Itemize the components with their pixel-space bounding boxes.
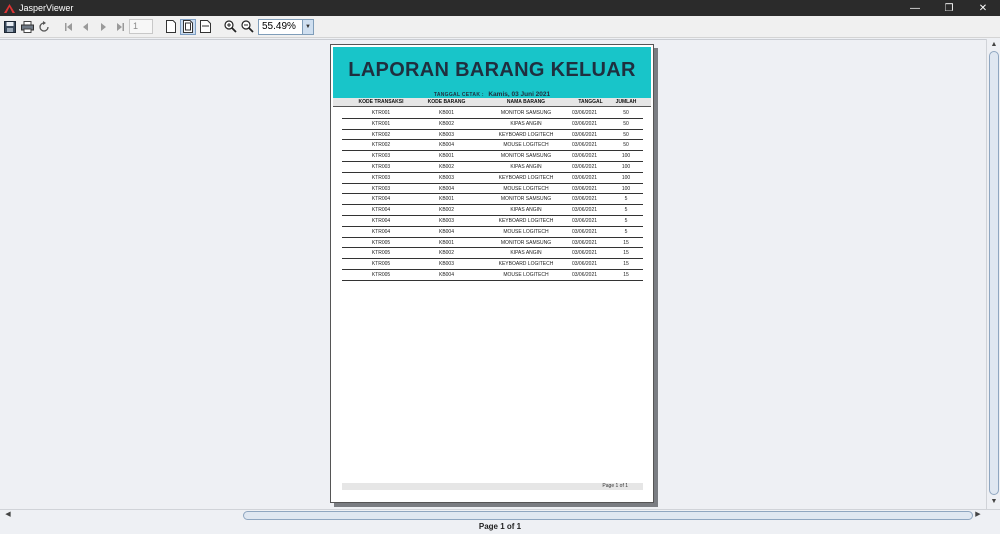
- cell-jumlah: 15: [623, 271, 629, 278]
- cell-kode-transaksi: KTR005: [371, 239, 391, 246]
- table-row: [342, 151, 643, 162]
- print-date-value: Kamis, 03 Juni 2021: [488, 91, 551, 98]
- jasper-logo-icon: [2, 1, 16, 15]
- cell-kode-transaksi: KTR002: [371, 131, 391, 138]
- cell-kode-barang: KB002: [438, 163, 454, 170]
- cell-kode-transaksi: KTR004: [371, 228, 391, 235]
- cell-jumlah: 5: [624, 207, 628, 214]
- cell-tanggal: 03/06/2021: [571, 239, 598, 246]
- zoom-select[interactable]: [258, 19, 314, 35]
- cell-nama-barang: MOUSE LOGITECH: [503, 142, 549, 149]
- cell-kode-barang: KB004: [438, 142, 454, 149]
- maximize-button[interactable]: ❐: [944, 2, 954, 14]
- fit-width-icon[interactable]: [197, 19, 213, 35]
- cell-nama-barang: KIPAS ANGIN: [510, 163, 542, 170]
- minimize-button[interactable]: —: [910, 2, 920, 14]
- cell-jumlah: 15: [623, 239, 629, 246]
- cell-kode-barang: KB002: [438, 120, 454, 127]
- cell-kode-barang: KB001: [438, 153, 454, 160]
- horizontal-scroll-thumb[interactable]: [243, 511, 973, 520]
- vertical-scrollbar[interactable]: [986, 39, 1000, 509]
- table-row: [342, 205, 643, 216]
- table-row: [342, 140, 643, 151]
- cell-tanggal: 03/06/2021: [571, 174, 598, 181]
- cell-kode-transaksi: KTR004: [371, 217, 391, 224]
- cell-tanggal: 03/06/2021: [571, 217, 598, 224]
- column-header-kode-barang: KODE BARANG: [427, 99, 466, 105]
- cell-kode-transaksi: KTR003: [371, 185, 391, 192]
- cell-nama-barang: MOUSE LOGITECH: [503, 271, 549, 278]
- cell-tanggal: 03/06/2021: [571, 185, 598, 192]
- scroll-right-icon[interactable]: ▶: [975, 511, 981, 518]
- cell-kode-transaksi: KTR003: [371, 163, 391, 170]
- cell-kode-transaksi: KTR003: [371, 174, 391, 181]
- cell-kode-barang: KB002: [438, 207, 454, 214]
- save-icon[interactable]: [2, 19, 18, 35]
- table-row: [342, 194, 643, 205]
- cell-tanggal: 03/06/2021: [571, 271, 598, 278]
- cell-kode-transaksi: KTR005: [371, 250, 391, 257]
- cell-nama-barang: KEYBOARD LOGITECH: [498, 217, 554, 224]
- cell-kode-barang: KB003: [438, 174, 454, 181]
- column-header-jumlah: JUMLAH: [615, 99, 637, 105]
- zoom-out-icon[interactable]: [239, 19, 255, 35]
- fit-page-icon[interactable]: [180, 19, 196, 35]
- cell-tanggal: 03/06/2021: [571, 250, 598, 257]
- cell-jumlah: 15: [623, 250, 629, 257]
- cell-nama-barang: MOUSE LOGITECH: [503, 228, 549, 235]
- horizontal-scrollbar[interactable]: [0, 509, 1000, 520]
- cell-jumlah: 100: [621, 153, 631, 160]
- cell-nama-barang: KIPAS ANGIN: [510, 250, 542, 257]
- last-page-icon[interactable]: [112, 19, 128, 35]
- report-title: LAPORAN BARANG KELUAR: [348, 59, 636, 81]
- scroll-down-icon[interactable]: ▼: [990, 498, 998, 505]
- cell-kode-barang: KB001: [438, 239, 454, 246]
- cell-nama-barang: KIPAS ANGIN: [510, 120, 542, 127]
- cell-tanggal: 03/06/2021: [571, 207, 598, 214]
- chevron-down-icon[interactable]: ▼: [302, 20, 313, 34]
- table-row: [342, 184, 643, 195]
- table-row: [342, 227, 643, 238]
- cell-tanggal: 03/06/2021: [571, 142, 598, 149]
- cell-jumlah: 50: [623, 110, 629, 116]
- cell-kode-barang: KB004: [438, 228, 454, 235]
- cell-tanggal: 03/06/2021: [571, 110, 598, 116]
- cell-jumlah: 15: [623, 261, 629, 268]
- actual-size-icon[interactable]: [163, 19, 179, 35]
- zoom-value: 55.49%: [262, 21, 296, 32]
- table-row: [342, 248, 643, 259]
- cell-kode-transaksi: KTR005: [371, 271, 391, 278]
- previous-page-icon[interactable]: [78, 19, 94, 35]
- cell-kode-transaksi: KTR004: [371, 196, 391, 203]
- column-header-tanggal: TANGGAL: [578, 99, 603, 105]
- cell-nama-barang: MONITOR SAMSUNG: [500, 196, 552, 203]
- cell-jumlah: 50: [623, 120, 629, 127]
- cell-kode-transaksi: KTR001: [371, 110, 391, 116]
- cell-jumlah: 5: [624, 228, 628, 235]
- table-row: [342, 270, 643, 281]
- scroll-up-icon[interactable]: ▲: [990, 41, 998, 48]
- cell-tanggal: 03/06/2021: [571, 261, 598, 268]
- cell-kode-transaksi: KTR003: [371, 153, 391, 160]
- cell-jumlah: 100: [621, 163, 631, 170]
- cell-jumlah: 100: [621, 174, 631, 181]
- cell-kode-transaksi: KTR001: [371, 120, 391, 127]
- page-number-input[interactable]: 1: [129, 19, 153, 34]
- page-footer: [342, 483, 643, 490]
- cell-kode-barang: KB001: [438, 196, 454, 203]
- cell-nama-barang: MONITOR SAMSUNG: [500, 110, 552, 116]
- cell-jumlah: 50: [623, 131, 629, 138]
- cell-nama-barang: MOUSE LOGITECH: [503, 185, 549, 192]
- page-footer-text: Page 1 of 1: [602, 483, 628, 489]
- cell-kode-transaksi: KTR004: [371, 207, 391, 214]
- print-date-label: TANGGAL CETAK :: [433, 92, 484, 98]
- table-row: [342, 173, 643, 184]
- cell-tanggal: 03/06/2021: [571, 153, 598, 160]
- cell-kode-transaksi: KTR002: [371, 142, 391, 149]
- cell-jumlah: 50: [623, 142, 629, 149]
- cell-nama-barang: KEYBOARD LOGITECH: [498, 131, 554, 138]
- cell-kode-barang: KB003: [438, 131, 454, 138]
- table-row: [342, 130, 643, 141]
- next-page-icon[interactable]: [95, 19, 111, 35]
- table-row: [342, 108, 643, 119]
- vertical-scroll-thumb[interactable]: [989, 51, 999, 495]
- cell-jumlah: 5: [624, 217, 628, 224]
- window-controls: [898, 0, 1000, 16]
- window-titlebar: [0, 0, 1000, 16]
- cell-kode-barang: KB004: [438, 271, 454, 278]
- cell-kode-barang: KB001: [438, 110, 454, 116]
- first-page-icon[interactable]: [61, 19, 77, 35]
- cell-jumlah: 100: [621, 185, 631, 192]
- cell-nama-barang: KEYBOARD LOGITECH: [498, 261, 554, 268]
- column-header-nama-barang: NAMA BARANG: [506, 99, 546, 105]
- cell-nama-barang: MONITOR SAMSUNG: [500, 239, 552, 246]
- status-page-info: Page 1 of 1: [0, 520, 1000, 533]
- table-row: [342, 238, 643, 249]
- cell-kode-transaksi: KTR005: [371, 261, 391, 268]
- column-header: [333, 98, 651, 107]
- report-title-band: [333, 47, 651, 99]
- cell-nama-barang: MONITOR SAMSUNG: [500, 153, 552, 160]
- cell-nama-barang: KEYBOARD LOGITECH: [498, 174, 554, 181]
- viewer-toolbar: [0, 16, 1000, 38]
- table-row: [342, 216, 643, 227]
- zoom-in-icon[interactable]: [222, 19, 238, 35]
- cell-nama-barang: KIPAS ANGIN: [510, 207, 542, 214]
- scroll-left-icon[interactable]: ◀: [5, 511, 11, 518]
- cell-kode-barang: KB003: [438, 261, 454, 268]
- cell-kode-barang: KB003: [438, 217, 454, 224]
- table-row: [342, 259, 643, 270]
- print-icon[interactable]: [19, 19, 35, 35]
- window-title: JasperViewer: [19, 3, 74, 13]
- reload-icon[interactable]: [36, 19, 52, 35]
- cell-tanggal: 03/06/2021: [571, 196, 598, 203]
- report-rows: [342, 108, 643, 281]
- cell-tanggal: 03/06/2021: [571, 120, 598, 127]
- table-row: [342, 119, 643, 130]
- cell-tanggal: 03/06/2021: [571, 163, 598, 170]
- cell-tanggal: 03/06/2021: [571, 228, 598, 235]
- close-button[interactable]: ✕: [978, 2, 988, 14]
- cell-kode-barang: KB002: [438, 250, 454, 257]
- table-row: [342, 162, 643, 173]
- cell-jumlah: 5: [624, 196, 628, 203]
- cell-kode-barang: KB004: [438, 185, 454, 192]
- cell-tanggal: 03/06/2021: [571, 131, 598, 138]
- column-header-kode-transaksi: KODE TRANSAKSI: [358, 99, 404, 105]
- report-page: [330, 44, 654, 503]
